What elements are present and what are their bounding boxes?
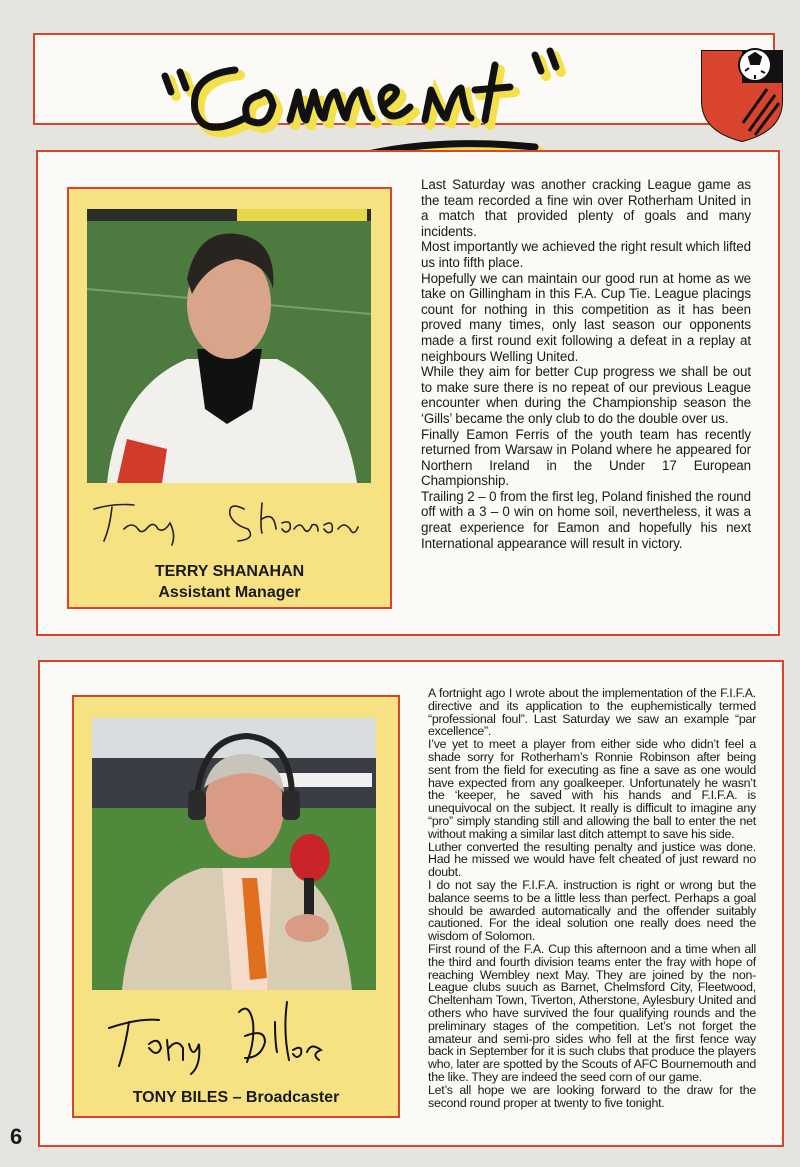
portrait-photo-shanahan [87,209,371,483]
paragraph: Last Saturday was another cracking League game as the team recorded a fine win over Rotherham United in a match that provided plenty of goals and many incidents. [421,177,751,239]
portrait-photo-biles [92,718,376,990]
article-text-biles [428,687,756,1109]
person-name: TONY BILES [132,1089,229,1106]
caption-shanahan [69,561,390,603]
caption-biles [74,1087,398,1108]
comment-banner [33,33,775,125]
paragraph: Let’s all hope we are looking forward to the draw for the second round proper at twenty to five tonight. [428,1082,756,1110]
profile-card-shanahan [67,187,392,609]
signature-biles [89,992,379,1087]
paragraph: Most importantly we achieved the right result which lifted us into fifth place. [421,239,751,270]
name-separator: – [228,1089,246,1106]
paragraph: Finally Eamon Ferris of the youth team has recently returned from Warsaw in Poland where he appeared for Northern Ireland in the Under 17 European Championship. [421,426,751,489]
article-text-shanahan [421,177,751,551]
comment-panel-shanahan [36,150,780,636]
person-name: TERRY SHANAHAN [154,563,305,580]
person-role: Broadcaster [245,1089,340,1106]
paragraph: Hopefully we can maintain our good run at home as we take on Gillingham in this F.A. Cup Tie. League placings count for nothing in this competition as it has been proved many times, only last season our opponents made a first round exit following a defeat in a replay at neighbours Welling United. [421,270,751,364]
afc-bournemouth-crest-icon [697,43,787,143]
person-role: Assistant Manager [158,584,301,601]
profile-card-biles [72,695,400,1118]
paragraph: Trailing 2 – 0 from the first leg, Poland finished the round off with a 3 – 0 win on home soil, nevertheless, it was a great experience for Eamon and hopefully his next International appearance will result in victory. [421,488,751,551]
paragraph: I’ve yet to meet a player from either side who didn’t feel a shade sorry for Rotherham’s Ronnie Robinson after being sent from the field for executing as fine a save as one would have expected from any goalkeeper. Unfortunately he wasn’t the ‘keeper, he saved with his hands and F.I.F.A. is unequivocal on the subject. It really is difficult to imagine any “pro” simply standing still and allowing the ball to enter the net without making a similar last ditch attempt to save his side. [428,737,756,841]
paragraph: First round of the F.A. Cup this afternoon and a time when all the third and fourth division teams enter the fray with hope of reaching Wembley next May. They are joined by the non-League clubs suuch as Barnet, Chelmsford City, Fleetwood, Cheltenham Town, Tiverton, Atherstone, Aylesbury United and others who have survived the four qualifying rounds and the preliminary stages of the competition. Let’s not forget the amateur and semi-pro sides who fell at the first fence way back in September for it is such clubs that produce the players who, later are spotted by the Scouts of AFC Bournemouth and the like. They are indeed the seed corn of our game. [428,941,756,1084]
paragraph: While they aim for better Cup progress we shall be out to make sure there is no repeat of our previous League encounter when during the Championship season the ‘Gills’ became the only club to do the double over us. [421,364,751,426]
comment-panel-biles [38,660,784,1147]
paragraph: Luther converted the resulting penalty and justice was done. Had he missed we would have felt cheated of just reward no doubt. [428,839,756,880]
signature-shanahan [84,489,374,559]
paragraph: A fortnight ago I wrote about the implementation of the F.I.F.A. directive and its application to the euphemistically termed “professional foul”. Last Saturday we saw an example “par excellence”. [428,686,756,739]
paragraph: I do not say the F.I.F.A. instruction is right or wrong but the balance seems to be a little less than perfect. Perhaps a goal should be awarded automatically and the offender suitably cautioned. For the ideal solution one really does need the wisdom of Solomon. [428,877,756,944]
page-number: 6 [10,1124,23,1149]
